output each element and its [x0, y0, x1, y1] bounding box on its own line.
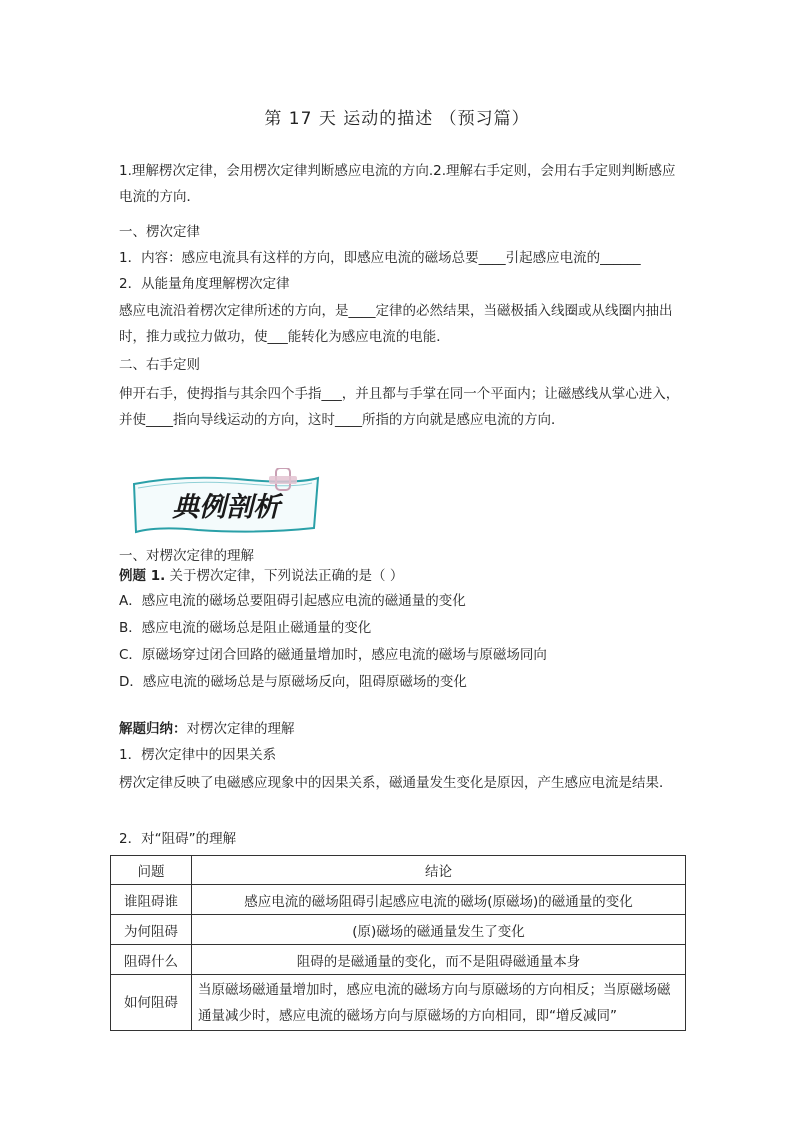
summary-heading — [119, 716, 685, 742]
table-cell: (原)磁场的磁通量发生了变化 — [192, 915, 686, 945]
example-label: 例题 1. — [119, 568, 166, 584]
section-heading-lenz-law: 一、楞次定律 — [119, 224, 200, 240]
causality-heading: 1．楞次定律中的因果关系 — [119, 747, 277, 763]
table-cell: 为何阻碍 — [111, 915, 192, 945]
table-row — [111, 975, 686, 1031]
table-row — [111, 915, 686, 945]
option-d: D．感应电流的磁场总是与原磁场反向，阻碍原磁场的变化 — [119, 674, 467, 690]
energy-view-heading: 2．从能量角度理解楞次定律 — [119, 276, 290, 292]
summary-title: 对楞次定律的理解 — [186, 721, 295, 737]
hinder-table — [110, 855, 686, 1031]
option-b: B．感应电流的磁场总是阻止磁通量的变化 — [119, 620, 372, 636]
table-cell: 如何阻碍 — [111, 975, 192, 1031]
option-c: C．原磁场穿过闭合回路的磁通量增加时，感应电流的磁场与原磁场同向 — [119, 647, 547, 663]
table-header-cell: 问题 — [111, 856, 192, 885]
table-cell: 阻碍什么 — [111, 945, 192, 975]
typical-example-badge — [128, 468, 324, 540]
learning-objectives: 1.理解楞次定律，会用楞次定律判断感应电流的方向.2.理解右手定则，会用右手定则判断感应电流的方向． — [119, 163, 676, 205]
table-cell: 当原磁场磁通量增加时，感应电流的磁场方向与原磁场的方向相反；当原磁场磁通量减少时，感应电流的磁场方向与原磁场的方向相同，即“增反减同” — [192, 975, 686, 1031]
right-hand-rule-text: 伸开右手，使拇指与其余四个手指___，并且都与手掌在同一个平面内；让磁感线从掌心进入，并使____指向导线运动的方向，这时____所指的方向就是感应电流的方向． — [119, 386, 680, 428]
table-row — [111, 885, 686, 915]
table-cell: 谁阻碍谁 — [111, 885, 192, 915]
option-a: A．感应电流的磁场总要阻碍引起感应电流的磁通量的变化 — [119, 593, 466, 609]
lenz-law-content: 1．内容：感应电流具有这样的方向，即感应电流的磁场总要____引起感应电流的______ — [119, 250, 641, 266]
table-row — [111, 945, 686, 975]
section-heading-right-hand-rule: 二、右手定则 — [119, 357, 200, 373]
table-header-row — [111, 856, 686, 885]
energy-view-text: 感应电流沿着楞次定律所述的方向，是____定律的必然结果，当磁极插入线圈或从线圈内抽出时，推力或拉力做功，使___能转化为感应电流的电能． — [119, 303, 673, 345]
causality-text: 楞次定律反映了电磁感应现象中的因果关系，磁通量发生变化是原因，产生感应电流是结果． — [119, 775, 673, 791]
badge-label: 典例剖析 — [172, 492, 280, 523]
table-cell: 阻碍的是磁通量的变化，而不是阻碍磁通量本身 — [192, 945, 686, 975]
page-title: 第 17 天 运动的描述 （预习篇） — [264, 109, 530, 129]
example-question — [119, 563, 685, 589]
table-cell: 感应电流的磁场阻碍引起感应电流的磁场(原磁场)的磁通量的变化 — [192, 885, 686, 915]
example-question-text: 关于楞次定律，下列说法正确的是（ ） — [169, 568, 404, 584]
example-section-heading: 一、对楞次定律的理解 — [119, 548, 254, 564]
summary-label: 解题归纳： — [119, 721, 187, 737]
table-header-cell: 结论 — [192, 856, 686, 885]
hinder-heading: 2．对“阻碍”的理解 — [119, 831, 237, 847]
